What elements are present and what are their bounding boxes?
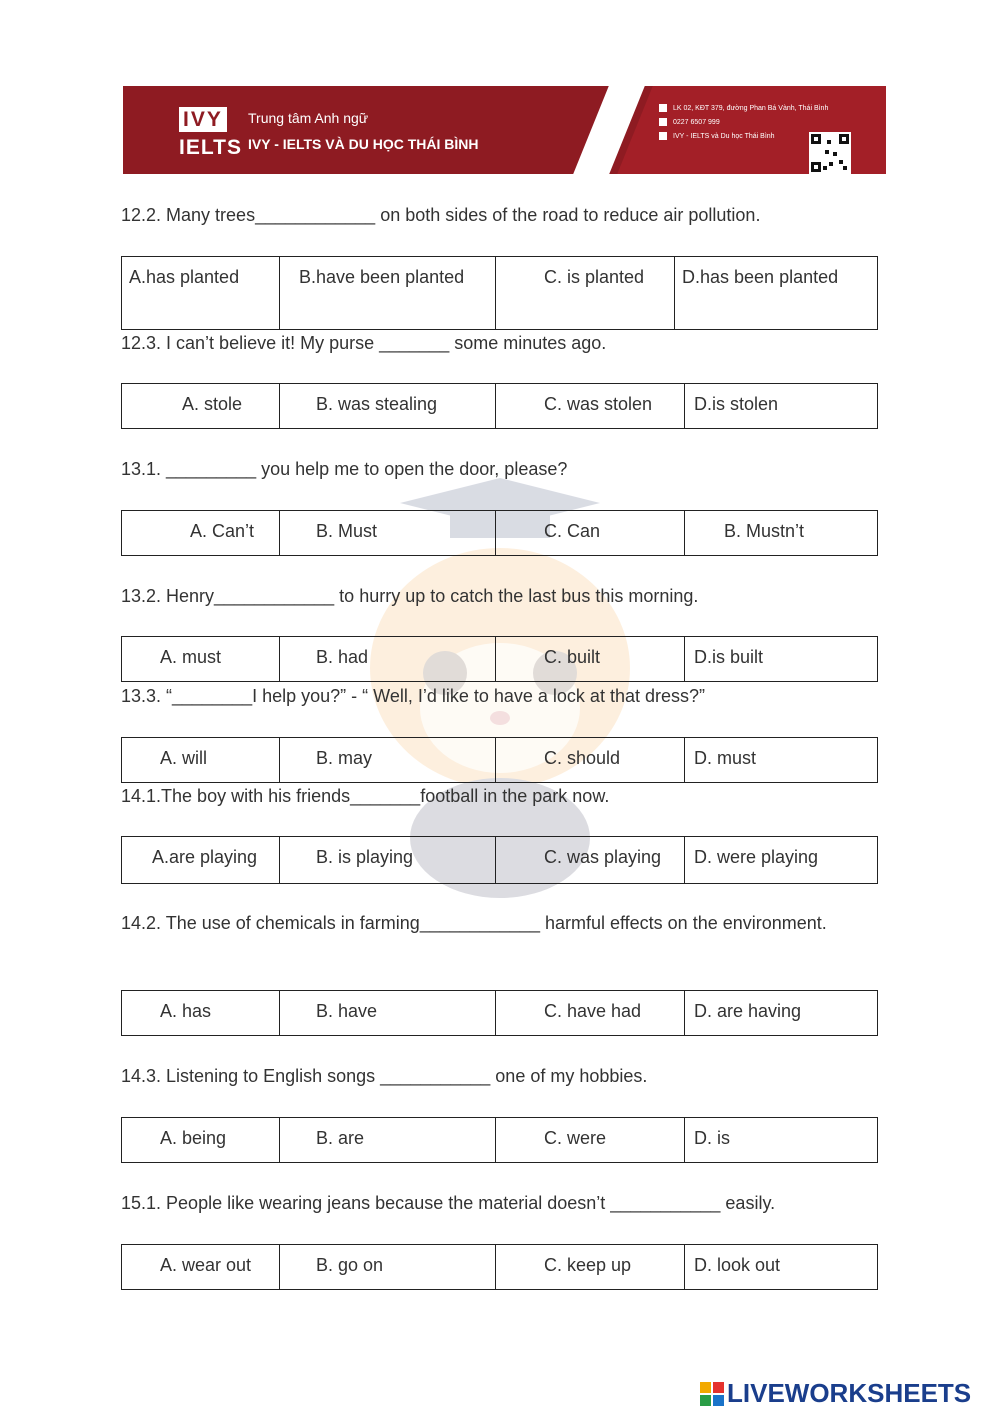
option-b[interactable]: B. Must [280, 511, 496, 556]
qr-code-icon [809, 132, 851, 174]
option-d[interactable]: D. must [685, 738, 878, 783]
option-a[interactable]: A.has planted [122, 257, 280, 330]
option-c[interactable]: C. is planted [496, 257, 675, 330]
location-icon [659, 104, 667, 112]
option-b[interactable]: B. go on [280, 1245, 496, 1290]
phone-text: 0227 6507 999 [673, 118, 720, 126]
option-a[interactable]: A. must [122, 637, 280, 682]
option-c[interactable]: C. keep up [496, 1245, 685, 1290]
liveworksheets-blocks-icon [700, 1382, 724, 1406]
question-13-1: 13.1. _________ you help me to open the door, please? [121, 459, 568, 479]
options-table-12-3 [121, 383, 878, 429]
liveworksheets-logo[interactable] [700, 1378, 971, 1409]
option-a[interactable]: A.are playing [122, 837, 280, 884]
option-b[interactable]: B. are [280, 1118, 496, 1163]
question-14-1: 14.1.The boy with his friends_______football in the park now. [121, 786, 610, 806]
option-d[interactable]: D.is stolen [685, 384, 878, 429]
options-table-15-1 [121, 1244, 878, 1290]
option-d[interactable]: D.has been planted [675, 257, 878, 330]
option-c[interactable]: C. built [496, 637, 685, 682]
options-table-12-2 [121, 256, 878, 330]
options-table-13-3 [121, 737, 878, 783]
options-table-14-2 [121, 990, 878, 1036]
option-b[interactable]: B. have [280, 991, 496, 1036]
question-15-1: 15.1. People like wearing jeans because the material doesn’t ___________ easily. [121, 1193, 776, 1213]
address-text: LK 02, KĐT 379, đường Phan Bá Vành, Thái Bình [673, 104, 829, 112]
options-table-14-3 [121, 1117, 878, 1163]
facebook-line [659, 132, 775, 140]
question-13-2: 13.2. Henry____________ to hurry up to catch the last bus this morning. [121, 586, 699, 606]
option-b[interactable]: B. had [280, 637, 496, 682]
header-banner [123, 86, 886, 174]
option-d[interactable]: D. are having [685, 991, 878, 1036]
option-c[interactable]: C. have had [496, 991, 685, 1036]
question-14-3: 14.3. Listening to English songs ___________ one of my hobbies. [121, 1066, 648, 1086]
option-c[interactable]: C. Can [496, 511, 685, 556]
option-b[interactable]: B. is playing [280, 837, 496, 884]
question-12-3: 12.3. I can’t believe it! My purse _______ some minutes ago. [121, 333, 607, 353]
option-c[interactable]: C. was playing [496, 837, 685, 884]
options-table-13-1 [121, 510, 878, 556]
logo-ielts: IELTS [179, 136, 242, 159]
options-table-13-2 [121, 636, 878, 682]
option-c[interactable]: C. was stolen [496, 384, 685, 429]
option-a[interactable]: A. wear out [122, 1245, 280, 1290]
option-c[interactable]: C. were [496, 1118, 685, 1163]
option-d[interactable]: B. Mustn’t [685, 511, 878, 556]
center-name: IVY - IELTS VÀ DU HỌC THÁI BÌNH [248, 136, 479, 152]
center-subtitle: Trung tâm Anh ngữ [248, 110, 369, 126]
phone-line [659, 118, 720, 126]
question-12-2: 12.2. Many trees____________ on both sides of the road to reduce air pollution. [121, 205, 761, 225]
options-table-14-1 [121, 836, 878, 884]
option-d[interactable]: D. is [685, 1118, 878, 1163]
option-a[interactable]: A. will [122, 738, 280, 783]
address-line [659, 104, 828, 112]
logo-ivy: IVY [179, 107, 227, 132]
question-13-3: 13.3. “________I help you?” - “ Well, I’d like to have a lock at that dress?” [121, 686, 705, 706]
option-d[interactable]: D.is built [685, 637, 878, 682]
question-14-2: 14.2. The use of chemicals in farming____________ harmful effects on the environment. [121, 913, 827, 933]
option-a[interactable]: A. has [122, 991, 280, 1036]
option-a[interactable]: A. stole [122, 384, 280, 429]
option-c[interactable]: C. should [496, 738, 685, 783]
option-a[interactable]: A. being [122, 1118, 280, 1163]
option-b[interactable]: B.have been planted [280, 257, 496, 330]
option-b[interactable]: B. may [280, 738, 496, 783]
liveworksheets-text: LIVEWORKSHEETS [727, 1378, 972, 1408]
phone-icon [659, 118, 667, 126]
option-d[interactable]: D. look out [685, 1245, 878, 1290]
option-d[interactable]: D. were playing [685, 837, 878, 884]
facebook-icon [659, 132, 667, 140]
option-b[interactable]: B. was stealing [280, 384, 496, 429]
facebook-text: IVY - IELTS và Du học Thái Bình [673, 132, 775, 140]
option-a[interactable]: A. Can’t [122, 511, 280, 556]
